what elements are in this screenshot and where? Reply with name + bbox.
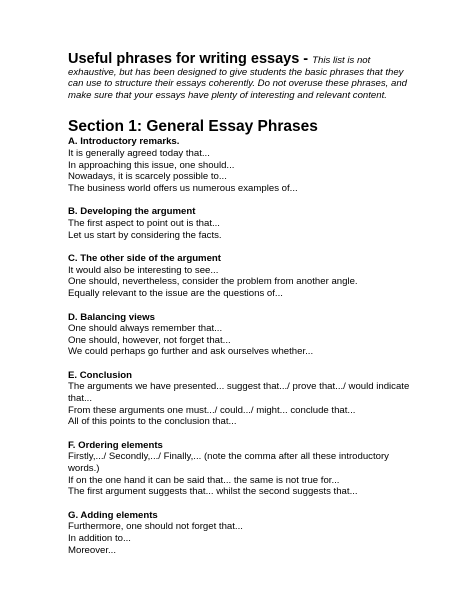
phrase-line: The first aspect to point out is that... bbox=[68, 217, 220, 229]
phrase-line: Let us start by considering the facts. bbox=[68, 229, 222, 241]
phrase-line: One should always remember that... bbox=[68, 323, 223, 335]
subsection-heading: E. Conclusion bbox=[68, 369, 132, 381]
phrase-line: The first argument suggests that... whilst the second suggests that... bbox=[68, 486, 358, 498]
document-page bbox=[68, 51, 413, 556]
phrase-line: All of this points to the conclusion that... bbox=[68, 416, 237, 428]
subsection-conclusion bbox=[68, 370, 413, 428]
phrase-line: In addition to... bbox=[68, 533, 131, 544]
subsection-balancing-views bbox=[68, 312, 413, 358]
phrase-line: From these arguments one must.../ could.../ might... conclude that... bbox=[68, 404, 356, 416]
subsection-introductory-remarks bbox=[68, 136, 413, 194]
phrase-line: Moreover... bbox=[68, 544, 116, 556]
document-title: Useful phrases for writing essays - bbox=[68, 51, 313, 67]
phrase-line: One should, nevertheless, consider the problem from another angle. bbox=[68, 276, 358, 288]
document-title-block bbox=[68, 51, 413, 101]
subsection-heading: D. Balancing views bbox=[68, 311, 155, 323]
document-title-note: This list is not exhaustive, but has been designed to give students the basic phrases that they can use to structure their essays coherently. Do not overuse these phrases, and make sure that your essays have plenty of interesting and relevant content. bbox=[68, 55, 407, 101]
subsection-developing-argument bbox=[68, 206, 413, 241]
phrase-line: One should, however, not forget that... bbox=[68, 334, 231, 346]
subsection-other-side bbox=[68, 253, 413, 299]
phrase-line: It is generally agreed today that... bbox=[68, 147, 210, 159]
phrase-line: The arguments we have presented... suggest that.../ prove that.../ would indicate that... bbox=[68, 381, 410, 405]
subsection-heading: B. Developing the argument bbox=[68, 206, 196, 218]
subsection-heading: F. Ordering elements bbox=[68, 439, 163, 451]
phrase-line: Firstly,.../ Secondly,.../ Finally,... (note the comma after all these introductory words.) bbox=[68, 451, 389, 475]
subsection-ordering-elements bbox=[68, 440, 413, 498]
subsection-heading: A. Introductory remarks. bbox=[68, 136, 180, 148]
subsection-adding-elements bbox=[68, 510, 413, 556]
phrase-line: It would also be interesting to see... bbox=[68, 264, 219, 276]
phrase-line: Nowadays, it is scarcely possible to... bbox=[68, 171, 227, 183]
phrase-line: If on the one hand it can be said that... the same is not true for... bbox=[68, 474, 340, 486]
subsection-heading: C. The other side of the argument bbox=[68, 253, 221, 265]
phrase-line: Furthermore, one should not forget that... bbox=[68, 521, 243, 533]
section-title: Section 1: General Essay Phrases bbox=[68, 118, 318, 136]
phrase-line: Equally relevant to the issue are the questions of... bbox=[68, 287, 283, 299]
phrase-line: In approaching this issue, one should... bbox=[68, 159, 235, 171]
phrase-line: The business world offers us numerous examples of... bbox=[68, 182, 298, 194]
phrase-line: We could perhaps go further and ask ourselves whether... bbox=[68, 346, 314, 358]
subsection-heading: G. Adding elements bbox=[68, 509, 158, 521]
